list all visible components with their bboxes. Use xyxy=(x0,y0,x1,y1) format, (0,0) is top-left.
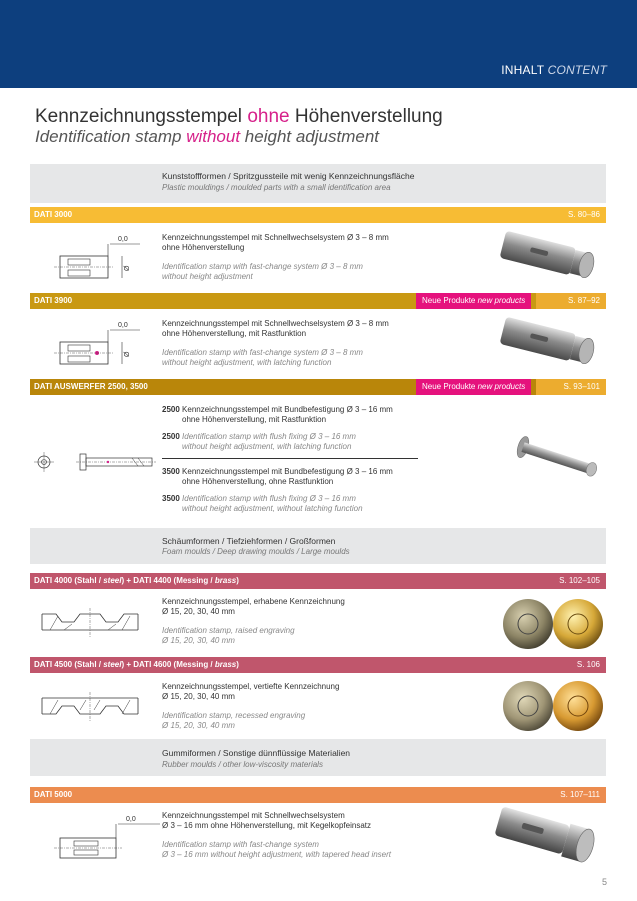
title-en-post: height adjustment xyxy=(240,127,379,146)
title-en-pre: Identification stamp xyxy=(35,127,187,146)
variant-number: 3500 xyxy=(162,467,180,476)
desc-en-line2: without height adjustment xyxy=(162,272,253,281)
page-subtitle xyxy=(35,127,379,147)
stamp-photo-icon xyxy=(490,806,606,868)
desc-de-line1: Kennzeichnungsstempel mit Schnellwechselsystem Ø 3 – 8 mm xyxy=(162,319,389,328)
desc-de-line2: ohne Höhenverstellung, mit Rastfunktion xyxy=(182,415,327,424)
category-label-en: Rubber moulds / other low-viscosity materials xyxy=(162,760,323,769)
name-part: ) + DATI 4600 (Messing / xyxy=(121,660,215,669)
tolerance-label: 0,0 xyxy=(118,236,128,243)
product-name xyxy=(34,660,239,669)
desc-de-line2: ohne Höhenverstellung, ohne Rastfunktion xyxy=(182,477,334,486)
desc-en-line2: Ø 3 – 16 mm without height adjustment, with tapered head insert xyxy=(162,850,392,859)
desc-de-line2: ohne Höhenverstellung, mit Rastfunktion xyxy=(162,329,307,338)
name-part-italic: brass xyxy=(214,660,237,669)
desc-en-line2: without height adjustment, with latching function xyxy=(162,358,332,367)
tolerance-label: 0,0 xyxy=(118,322,128,329)
title-de-highlight: ohne xyxy=(247,106,290,127)
product-bar-dati-5000[interactable] xyxy=(30,787,606,803)
stamp-photo-icon xyxy=(495,228,605,288)
category-foam-moulds xyxy=(30,528,606,564)
name-part: ) + DATI 4400 (Messing / xyxy=(121,576,215,585)
page-number: 5 xyxy=(601,877,607,887)
product-pages[interactable]: S. 80–86 xyxy=(567,210,600,219)
desc-de-line1: Kennzeichnungsstempel, erhabene Kennzeichnung xyxy=(162,597,345,606)
product-description xyxy=(162,682,339,731)
product-name: DATI 3900 xyxy=(34,296,73,305)
diameter-label: Ø xyxy=(124,265,131,271)
desc-en-line1: Identification stamp with fast-change system Ø 3 – 8 mm xyxy=(162,348,363,357)
technical-drawing-icon xyxy=(40,692,150,722)
desc-de-line1: Kennzeichnungsstempel mit Bundbefestigung Ø 3 – 16 mm xyxy=(182,405,393,414)
variant-number: 3500 xyxy=(162,494,180,503)
stamp-photo-icon xyxy=(495,314,605,374)
title-de-post: Höhenverstellung xyxy=(289,106,443,127)
technical-drawing-icon xyxy=(50,810,162,868)
badge-de: Neue Produkte xyxy=(422,296,476,305)
variant-number: 2500 xyxy=(162,432,180,441)
desc-en-line2: without height adjustment, without latching function xyxy=(182,504,363,513)
badge-en: new products xyxy=(477,296,526,305)
desc-de-line1: Kennzeichnungsstempel mit Bundbefestigung Ø 3 – 16 mm xyxy=(182,467,393,476)
title-en-highlight: without xyxy=(186,127,241,146)
product-row-dati-4000 xyxy=(30,590,606,654)
product-pages[interactable]: S. 107–111 xyxy=(560,790,600,799)
page-title xyxy=(35,106,443,128)
category-rubber-moulds xyxy=(30,739,606,776)
product-pages[interactable]: S. 106 xyxy=(576,660,600,669)
ejector-photo-icon xyxy=(508,434,606,490)
product-name xyxy=(34,576,239,585)
name-part: DATI 4500 (Stahl / xyxy=(34,660,104,669)
product-name: DATI 5000 xyxy=(34,790,73,799)
name-part: DATI 4000 (Stahl / xyxy=(34,576,104,585)
new-products-badge[interactable] xyxy=(416,379,531,395)
desc-de-line1: Kennzeichnungsstempel, vertiefte Kennzeichnung xyxy=(162,682,340,691)
category-label-en: Foam moulds / Deep drawing moulds / Large moulds xyxy=(162,547,350,556)
name-part: ) xyxy=(236,660,239,669)
product-bar-dati-3000[interactable] xyxy=(30,207,606,223)
product-pages[interactable]: S. 93–101 xyxy=(563,382,600,391)
product-pages[interactable]: S. 87–92 xyxy=(567,296,600,305)
desc-en-line1: Identification stamp with flush fixing Ø 3 – 16 mm xyxy=(182,432,356,441)
name-part-italic: brass xyxy=(214,576,237,585)
technical-drawing-icon xyxy=(50,230,140,288)
desc-de-line2: ohne Höhenverstellung xyxy=(162,243,245,252)
product-description xyxy=(162,233,389,282)
product-row-dati-auswerfer xyxy=(30,396,606,526)
desc-en-line1: Identification stamp with flush fixing Ø 3 – 16 mm xyxy=(182,494,356,503)
name-part-italic: steel xyxy=(103,660,122,669)
product-name: DATI 3000 xyxy=(34,210,73,219)
header-title-plain: INHALT xyxy=(501,63,545,77)
badge-de: Neue Produkte xyxy=(422,382,476,391)
badge-en: new products xyxy=(477,382,526,391)
desc-de-line2: Ø 3 – 16 mm ohne Höhenverstellung, mit Kegelkopfeinsatz xyxy=(162,821,372,830)
header-band xyxy=(0,0,637,88)
desc-de-line2: Ø 15, 20, 30, 40 mm xyxy=(162,692,235,701)
desc-en-line2: Ø 15, 20, 30, 40 mm xyxy=(162,636,235,645)
product-name: DATI AUSWERFER 2500, 3500 xyxy=(34,382,148,391)
product-description-3500 xyxy=(162,467,393,514)
product-bar-dati-3900[interactable] xyxy=(30,293,606,309)
product-bar-dati-auswerfer[interactable] xyxy=(30,379,606,395)
tolerance-label: 0,0 xyxy=(126,816,136,823)
desc-en-line2: without height adjustment, with latching function xyxy=(182,442,352,451)
product-description xyxy=(162,811,391,860)
title-de-pre: Kennzeichnungsstempel xyxy=(35,106,248,127)
product-row-dati-3000 xyxy=(30,224,606,292)
category-plastic-mouldings xyxy=(30,164,606,203)
stamp-coins-photo-icon xyxy=(500,678,606,734)
product-row-dati-5000 xyxy=(30,804,606,870)
technical-drawing-icon xyxy=(32,450,157,474)
category-label-en: Plastic mouldings / moulded parts with a small identification area xyxy=(162,183,391,192)
desc-en-line1: Identification stamp with fast-change system Ø 3 – 8 mm xyxy=(162,262,363,271)
category-label-de: Kunststoffformen / Spritzgussteile mit wenig Kennzeichnungsfläche xyxy=(162,171,415,181)
desc-en-line1: Identification stamp, raised engraving xyxy=(162,626,295,635)
stamp-coins-photo-icon xyxy=(500,596,606,652)
desc-en-line2: Ø 15, 20, 30, 40 mm xyxy=(162,721,235,730)
desc-de-line1: Kennzeichnungsstempel mit Schnellwechselsystem xyxy=(162,811,345,820)
category-label-de: Schäumformen / Tiefziehformen / Großformen xyxy=(162,536,336,546)
category-label-de: Gummiformen / Sonstige dünnflüssige Materialien xyxy=(162,748,351,758)
variant-number: 2500 xyxy=(162,405,180,414)
product-description xyxy=(162,319,389,368)
product-description-2500 xyxy=(162,405,393,452)
name-part-italic: steel xyxy=(103,576,122,585)
desc-en-line1: Identification stamp with fast-change system xyxy=(162,840,319,849)
desc-de-line2: Ø 15, 20, 30, 40 mm xyxy=(162,607,235,616)
technical-drawing-icon xyxy=(50,316,140,374)
product-pages[interactable]: S. 102–105 xyxy=(559,576,600,585)
divider xyxy=(162,458,418,459)
product-description xyxy=(162,597,345,646)
new-products-badge[interactable] xyxy=(416,293,531,309)
diameter-label: Ø xyxy=(124,351,131,357)
desc-de-line1: Kennzeichnungsstempel mit Schnellwechselsystem Ø 3 – 8 mm xyxy=(162,233,389,242)
product-bar-dati-4000[interactable] xyxy=(30,573,606,589)
product-row-dati-4500 xyxy=(30,674,606,736)
header-title-italic: CONTENT xyxy=(547,63,607,77)
product-row-dati-3900 xyxy=(30,310,606,376)
desc-en-line1: Identification stamp, recessed engraving xyxy=(162,711,306,720)
header-title xyxy=(501,63,607,77)
name-part: ) xyxy=(236,576,239,585)
product-bar-dati-4500[interactable] xyxy=(30,657,606,673)
technical-drawing-icon xyxy=(40,608,150,638)
